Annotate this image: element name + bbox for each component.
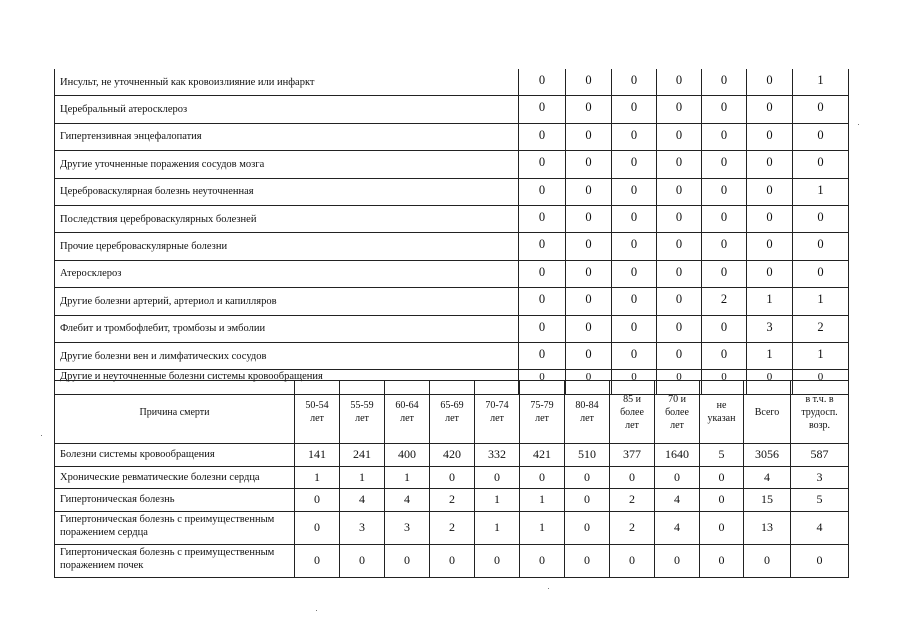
- value-cell: 0: [519, 342, 566, 369]
- value-cell: 0: [519, 69, 566, 96]
- value-cell: 0: [657, 151, 702, 178]
- column-header: 80-84 лет: [565, 381, 610, 444]
- value-cell: 0: [657, 233, 702, 260]
- value-cell: 4: [655, 489, 700, 512]
- cause-label: Хронические ревматические болезни сердца: [55, 466, 295, 489]
- value-cell: 0: [612, 123, 657, 150]
- value-cell: 332: [475, 444, 520, 467]
- value-cell: 0: [657, 123, 702, 150]
- value-cell: 0: [519, 260, 566, 287]
- value-cell: 0: [565, 511, 610, 544]
- cause-label: Инсульт, не уточненный как кровоизлияние или инфаркт: [55, 69, 519, 96]
- value-cell: 0: [702, 370, 747, 394]
- value-cell: 0: [747, 69, 793, 96]
- value-cell: 0: [566, 69, 612, 96]
- table-row: [55, 69, 849, 96]
- value-cell: 1: [793, 288, 849, 315]
- value-cell: 4: [791, 511, 849, 544]
- value-cell: 0: [566, 288, 612, 315]
- value-cell: 0: [793, 205, 849, 232]
- value-cell: 0: [657, 342, 702, 369]
- value-cell: 15: [744, 489, 791, 512]
- table-row: [55, 444, 849, 467]
- value-cell: 0: [612, 233, 657, 260]
- value-cell: 0: [744, 544, 791, 577]
- value-cell: 4: [340, 489, 385, 512]
- value-cell: 0: [747, 178, 793, 205]
- value-cell: 0: [657, 205, 702, 232]
- scan-speck: [41, 435, 42, 436]
- value-cell: 0: [612, 96, 657, 123]
- value-cell: 0: [612, 370, 657, 394]
- value-cell: 2: [702, 288, 747, 315]
- column-header: 55-59 лет: [340, 381, 385, 444]
- value-cell: 4: [385, 489, 430, 512]
- value-cell: 2: [610, 489, 655, 512]
- cause-label: Атеросклероз: [55, 260, 519, 287]
- value-cell: 1: [475, 511, 520, 544]
- cause-label: Прочие цереброваскулярные болезни: [55, 233, 519, 260]
- value-cell: 0: [702, 96, 747, 123]
- cause-label: Флебит и тромбофлебит, тромбозы и эмболии: [55, 315, 519, 342]
- value-cell: 0: [702, 123, 747, 150]
- value-cell: 0: [702, 260, 747, 287]
- value-cell: 0: [566, 151, 612, 178]
- table-row: [55, 260, 849, 287]
- value-cell: 0: [793, 96, 849, 123]
- table-row: [55, 233, 849, 260]
- value-cell: 0: [702, 151, 747, 178]
- value-cell: 0: [702, 342, 747, 369]
- value-cell: 141: [295, 444, 340, 467]
- value-cell: 5: [700, 444, 744, 467]
- table-row: [55, 205, 849, 232]
- value-cell: 0: [610, 544, 655, 577]
- table-row: [55, 466, 849, 489]
- value-cell: 0: [657, 178, 702, 205]
- value-cell: 0: [655, 544, 700, 577]
- value-cell: 0: [793, 260, 849, 287]
- table-row: [55, 96, 849, 123]
- value-cell: 0: [295, 489, 340, 512]
- column-header: 60-64 лет: [385, 381, 430, 444]
- value-cell: 0: [566, 178, 612, 205]
- value-cell: 0: [657, 260, 702, 287]
- value-cell: 3: [340, 511, 385, 544]
- cause-label: Другие болезни вен и лимфатических сосудов: [55, 342, 519, 369]
- value-cell: 0: [519, 288, 566, 315]
- value-cell: 0: [566, 342, 612, 369]
- value-cell: 3: [791, 466, 849, 489]
- value-cell: 0: [475, 544, 520, 577]
- value-cell: 0: [793, 151, 849, 178]
- value-cell: 0: [519, 178, 566, 205]
- value-cell: 0: [702, 69, 747, 96]
- cause-label: Последствия цереброваскулярных болезней: [55, 205, 519, 232]
- cause-label: Гипертоническая болезнь: [55, 489, 295, 512]
- value-cell: 0: [612, 69, 657, 96]
- value-cell: 0: [612, 342, 657, 369]
- value-cell: 420: [430, 444, 475, 467]
- value-cell: 0: [565, 489, 610, 512]
- value-cell: 0: [612, 260, 657, 287]
- value-cell: 3056: [744, 444, 791, 467]
- value-cell: 0: [475, 466, 520, 489]
- value-cell: 13: [744, 511, 791, 544]
- scan-speck: [316, 610, 317, 611]
- value-cell: 0: [612, 151, 657, 178]
- value-cell: 0: [430, 466, 475, 489]
- value-cell: 0: [747, 260, 793, 287]
- cause-label: Гипертоническая болезнь с преимущественным поражением почек: [55, 544, 295, 577]
- cause-label: Гипертоническая болезнь с преимущественным поражением сердца: [55, 511, 295, 544]
- value-cell: 0: [566, 96, 612, 123]
- value-cell: 0: [566, 260, 612, 287]
- scan-speck: [548, 588, 549, 589]
- value-cell: 1: [385, 466, 430, 489]
- value-cell: 1: [475, 489, 520, 512]
- value-cell: 0: [519, 151, 566, 178]
- value-cell: 0: [566, 315, 612, 342]
- value-cell: 2: [793, 315, 849, 342]
- value-cell: 0: [657, 69, 702, 96]
- value-cell: 1: [793, 178, 849, 205]
- table-header-row: [55, 381, 849, 444]
- table-row: [55, 178, 849, 205]
- value-cell: 0: [747, 123, 793, 150]
- value-cell: 0: [747, 205, 793, 232]
- value-cell: 587: [791, 444, 849, 467]
- column-header-cause: Причина смерти: [55, 381, 295, 444]
- value-cell: 0: [702, 205, 747, 232]
- value-cell: 4: [655, 511, 700, 544]
- value-cell: 0: [565, 544, 610, 577]
- value-cell: 0: [657, 370, 702, 394]
- value-cell: 0: [747, 151, 793, 178]
- value-cell: 0: [747, 96, 793, 123]
- value-cell: 4: [744, 466, 791, 489]
- table-row: [55, 151, 849, 178]
- cause-label: Гипертензивная энцефалопатия: [55, 123, 519, 150]
- table-row: [55, 544, 849, 577]
- value-cell: 1: [793, 69, 849, 96]
- column-header: 50-54 лет: [295, 381, 340, 444]
- value-cell: 0: [519, 315, 566, 342]
- value-cell: 1: [793, 342, 849, 369]
- value-cell: 0: [519, 370, 566, 394]
- column-header: 65-69 лет: [430, 381, 475, 444]
- value-cell: 1: [520, 489, 565, 512]
- value-cell: 0: [700, 489, 744, 512]
- value-cell: 0: [566, 370, 612, 394]
- value-cell: 2: [610, 511, 655, 544]
- column-header: в т.ч. в трудосп. возр.: [791, 381, 849, 444]
- table-row: [55, 511, 849, 544]
- value-cell: 2: [430, 489, 475, 512]
- value-cell: 0: [340, 544, 385, 577]
- cause-label: Цереброваскулярная болезнь неуточненная: [55, 178, 519, 205]
- value-cell: 1: [747, 288, 793, 315]
- value-cell: 0: [791, 544, 849, 577]
- table-row: [55, 123, 849, 150]
- cause-label: Другие болезни артерий, артериол и капилляров: [55, 288, 519, 315]
- value-cell: 0: [519, 205, 566, 232]
- value-cell: 0: [566, 205, 612, 232]
- value-cell: 0: [702, 178, 747, 205]
- value-cell: 241: [340, 444, 385, 467]
- value-cell: 0: [519, 96, 566, 123]
- value-cell: 0: [385, 544, 430, 577]
- column-header: Всего: [744, 381, 791, 444]
- value-cell: 377: [610, 444, 655, 467]
- value-cell: 5: [791, 489, 849, 512]
- column-header: 85 и более лет: [610, 381, 655, 444]
- value-cell: 0: [702, 233, 747, 260]
- value-cell: 0: [430, 544, 475, 577]
- mortality-by-age-table: [54, 380, 849, 578]
- value-cell: 1: [295, 466, 340, 489]
- value-cell: 0: [612, 178, 657, 205]
- value-cell: 0: [295, 544, 340, 577]
- scan-speck: [858, 124, 859, 125]
- value-cell: 0: [700, 511, 744, 544]
- value-cell: 400: [385, 444, 430, 467]
- value-cell: 1640: [655, 444, 700, 467]
- value-cell: 0: [519, 123, 566, 150]
- value-cell: 0: [566, 123, 612, 150]
- table-row: [55, 489, 849, 512]
- column-header: не указан: [700, 381, 744, 444]
- value-cell: 0: [566, 233, 612, 260]
- value-cell: 1: [520, 511, 565, 544]
- value-cell: 0: [565, 466, 610, 489]
- value-cell: 0: [747, 233, 793, 260]
- cause-label: Церебральный атеросклероз: [55, 96, 519, 123]
- value-cell: 3: [747, 315, 793, 342]
- value-cell: 0: [612, 288, 657, 315]
- column-header: 70-74 лет: [475, 381, 520, 444]
- value-cell: 510: [565, 444, 610, 467]
- cause-label: Другие и неуточненные болезни системы кровообращения: [55, 370, 519, 394]
- table-row: [55, 288, 849, 315]
- value-cell: 0: [700, 544, 744, 577]
- value-cell: 0: [520, 466, 565, 489]
- value-cell: 0: [612, 205, 657, 232]
- value-cell: 0: [657, 288, 702, 315]
- value-cell: 0: [793, 123, 849, 150]
- value-cell: 0: [655, 466, 700, 489]
- cause-label: Другие уточненные поражения сосудов мозга: [55, 151, 519, 178]
- value-cell: 0: [747, 370, 793, 394]
- value-cell: 0: [612, 315, 657, 342]
- value-cell: 0: [657, 96, 702, 123]
- value-cell: 0: [793, 370, 849, 394]
- column-header: 70 и более лет: [655, 381, 700, 444]
- value-cell: 0: [702, 315, 747, 342]
- value-cell: 0: [610, 466, 655, 489]
- value-cell: 0: [700, 466, 744, 489]
- value-cell: 421: [520, 444, 565, 467]
- table-row: [55, 342, 849, 369]
- value-cell: 0: [519, 233, 566, 260]
- value-cell: 2: [430, 511, 475, 544]
- value-cell: 0: [657, 315, 702, 342]
- value-cell: 0: [793, 233, 849, 260]
- table-row: [55, 315, 849, 342]
- value-cell: 0: [520, 544, 565, 577]
- cause-label: Болезни системы кровообращения: [55, 444, 295, 467]
- value-cell: 3: [385, 511, 430, 544]
- value-cell: 0: [295, 511, 340, 544]
- column-header: 75-79 лет: [520, 381, 565, 444]
- mortality-table-continued: [54, 69, 849, 395]
- value-cell: 1: [747, 342, 793, 369]
- value-cell: 1: [340, 466, 385, 489]
